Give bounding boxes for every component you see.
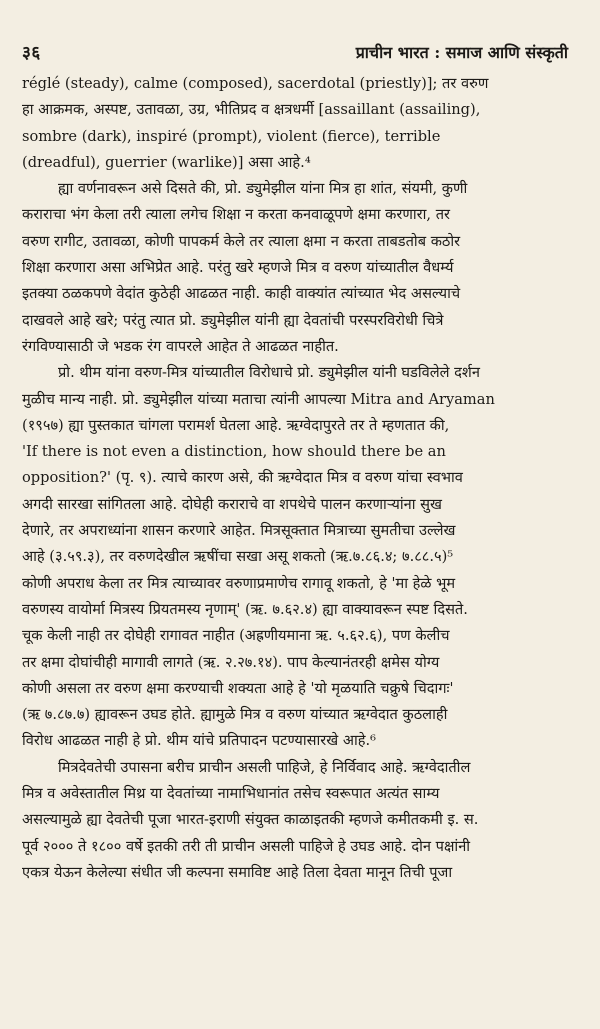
text-line: इतक्या ठळकपणे वेदांत कुठेही आढळत नाही. काही वाक्यांत त्यांच्यात भेद असल्याचे: [22, 285, 461, 303]
text-line: असल्यामुळे ह्या देवतेची पूजा भारत-इराणी संयुक्त काळाइतकी म्हणजे कमीतकमी इ. स.: [22, 811, 479, 829]
text-line: हा आक्रमक, अस्पष्ट, उतावळा, उग्र, भीतिप्रद व क्षत्रधर्मी [assaillant (assailing),: [22, 101, 481, 119]
text-line: sombre (dark), inspiré (prompt), violent (fierce), terrible: [22, 127, 441, 145]
text-line: 'If there is not even a distinction, how should there be an: [22, 443, 446, 461]
running-title: प्राचीन भारत : समाज आणि संस्कृती: [355, 43, 568, 62]
paragraph: [22, 71, 568, 176]
body-text: [22, 71, 568, 886]
text-line: réglé (steady), calme (composed), sacerdotal (priestly)]; तर वरुण: [22, 75, 489, 92]
text-line: पूर्व २००० ते १८०० वर्षे इतकी तरी ती प्राचीन असली पाहिजे हे उघड आहे. दोन पक्षांनी: [22, 837, 471, 855]
text-line: प्रो. थीम यांना वरुण-मित्र यांच्यातील विरोधाचे प्रो. ड्युमेझील यांनी घडविलेले दर्शन: [58, 364, 480, 382]
text-line: मित्र व अवेस्तातील मिथ्र या देवतांच्या नामाभिधानांत तसेच स्वरूपात अत्यंत साम्य: [22, 785, 440, 803]
text-line: वरुण रागीट, उतावळा, कोणी पापकर्म केले तर त्याला क्षमा न करता ताबडतोब कठोर: [22, 232, 461, 250]
text-line: मुळीच मान्य नाही. प्रो. ड्युमेझील यांच्या मताचा त्यांनी आपल्या Mitra and Aryaman: [22, 390, 495, 408]
text-line: एकत्र येऊन केलेल्या संधीत जी कल्पना समाविष्ट आहे तिला देवता मानून तिची पूजा: [22, 863, 453, 881]
text-line: ह्या वर्णनावरून असे दिसते की, प्रो. ड्युमेझील यांना मित्र हा शांत, संयमी, कुणी: [58, 180, 468, 198]
text-line: रंगविण्यासाठी जे भडक रंग वापरले आहेत ते आढळत नाहीत.: [22, 337, 339, 355]
text-line: कराराचा भंग केला तरी त्याला लगेच शिक्षा न करता कनवाळूपणे क्षमा करणारा, तर: [22, 206, 450, 224]
text-line: देणारे, तर अपराध्यांना शासन करणारे आहेत. मित्रसूक्तात मित्राच्या सुमतीचा उल्लेख: [22, 522, 456, 540]
text-line: कोणी अपराध केला तर मित्र त्याच्यावर वरुणाप्रमाणेच रागावू शकतो, हे 'मा हेळे भूम: [22, 574, 456, 592]
text-line: मित्रदेवतेची उपासना बरीच प्राचीन असली पाहिजे, हे निर्विवाद आहे. ऋग्वेदातील: [58, 758, 471, 776]
text-line: वरुणस्य वायोर्मा मित्रस्य प्रियतमस्य नृणाम्' (ऋ. ७.६२.४) ह्या वाक्यावरून स्पष्ट दिसते.: [22, 600, 468, 618]
text-line: (१९५७) ह्या पुस्तकात चांगला परामर्श घेतला आहे. ऋग्वेदापुरते तर ते म्हणतात की,: [22, 416, 450, 434]
text-line: (ऋ ७.८७.७) ह्यावरून उघड होते. ह्यामुळे मित्र व वरुण यांच्यात ऋग्वेदात कुठलाही: [22, 706, 448, 724]
text-line: दाखवले आहे खरे; परंतु त्यात प्रो. ड्युमेझील यांनी ह्या देवतांची परस्परविरोधी चित्रे: [22, 311, 444, 329]
text-line: अगदी सारखा सांगितला आहे. दोघेही कराराचे वा शपथेचे पालन करणाऱ्यांना सुख: [22, 495, 442, 513]
paragraph: [22, 360, 568, 754]
page-number: ३६: [22, 43, 41, 63]
text-line: opposition?' (पृ. ९). त्याचे कारण असे, की ऋग्वेदात मित्र व वरुण यांचा स्वभाव: [22, 469, 463, 487]
page-header: [22, 40, 568, 63]
text-line: तर क्षमा दोघांचीही मागावी लागते (ऋ. २.२७.१४). पाप केल्यानंतरही क्षमेस योग्य: [22, 653, 440, 671]
text-line: (dreadful), guerrier (warlike)] असा आहे.⁴: [22, 153, 311, 171]
paragraph: [22, 176, 568, 360]
text-line: आहे (३.५९.३), तर वरुणदेखील ऋषींचा सखा असू शकतो (ऋ.७.८६.४; ७.८८.५)⁵: [22, 548, 454, 566]
text-line: शिक्षा करणारा असा अभिप्रेत आहे. परंतु खरे म्हणजे मित्र व वरुण यांच्यातील वैधर्म्य: [22, 259, 454, 277]
text-line: चूक केली नाही तर दोघेही रागावत नाहीत (अह्रणीयमाना ऋ. ५.६२.६), पण केलीच: [22, 627, 450, 645]
text-line: कोणी असला तर वरुण क्षमा करण्याची शक्यता आहे हे 'यो मृळयाति चक्रुषे चिदागः': [22, 679, 454, 697]
text-line: विरोध आढळत नाही हे प्रो. थीम यांचे प्रतिपादन पटण्यासारखे आहे.⁶: [22, 732, 376, 750]
paragraph: [22, 755, 568, 886]
